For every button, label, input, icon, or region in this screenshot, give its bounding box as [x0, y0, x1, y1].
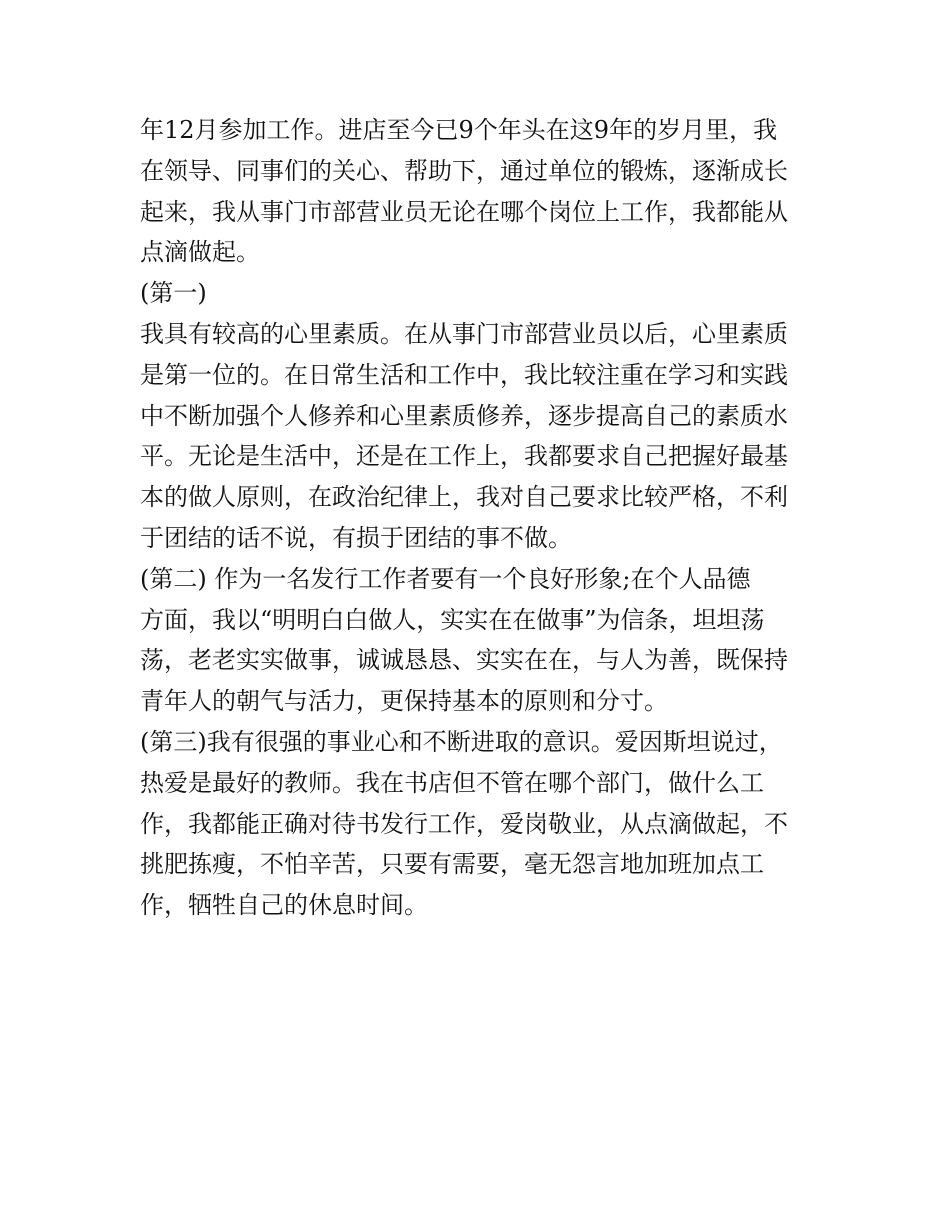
- text-line: 青年人的朝气与活力，更保持基本的原则和分寸。: [140, 687, 668, 716]
- text-line: 平。无论是生活中，还是在工作上，我都要求自己把握好最基: [140, 442, 788, 471]
- text-line: 年12月参加工作。进店至今已9个年头在这9年的岁月里，我: [140, 116, 778, 144]
- document-body: [140, 110, 830, 926]
- text-line: 于团结的话不说，有损于团结的事不做。: [140, 523, 572, 552]
- text-line: 热爱是最好的教师。我在书店但不管在哪个部门，做什么工: [140, 768, 764, 797]
- text-line: 是第一位的。在日常生活和工作中，我比较注重在学习和实践: [140, 360, 788, 389]
- text-line: 作，我都能正确对待书发行工作，爱岗敬业，从点滴做起，不: [140, 809, 788, 838]
- section-heading-third: (第三)我有很强的事业心和不断进取的意识。爱因斯坦说过，: [140, 727, 783, 756]
- text-line: 荡，老老实实做事，诚诚恳恳、实实在在，与人为善，既保持: [140, 646, 788, 675]
- text-line: 方面，我以“明明白白做人，实实在在做事”为信条，坦坦荡: [140, 605, 765, 634]
- text-line: 我具有较高的心里素质。在从事门市部营业员以后，心里素质: [140, 319, 788, 348]
- text-line: 点滴做起。: [140, 238, 260, 267]
- section-heading-first: (第一): [140, 279, 207, 308]
- text-line: 在领导、同事们的关心、帮助下，通过单位的锻炼，逐渐成长: [140, 156, 788, 185]
- section-heading-second: (第二) 作为一名发行工作者要有一个良好形象;在个人品德: [140, 564, 751, 593]
- text-line: 挑肥拣瘦，不怕辛苦，只要有需要，毫无怨言地加班加点工: [140, 850, 764, 879]
- text-line: 中不断加强个人修养和心里素质修养，逐步提高自己的素质水: [140, 401, 788, 430]
- text-line: 起来，我从事门市部营业员无论在哪个岗位上工作，我都能从: [140, 197, 788, 226]
- text-line: 作，牺牲自己的休息时间。: [140, 891, 428, 920]
- text-line: 本的做人原则，在政治纪律上，我对自己要求比较严格，不利: [140, 483, 788, 512]
